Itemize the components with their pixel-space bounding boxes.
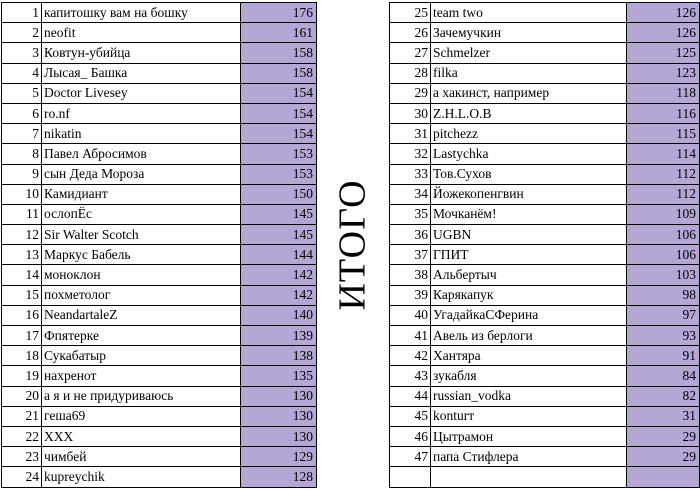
score-cell: 31 <box>627 406 700 426</box>
table-row <box>2 366 317 386</box>
rank-cell: 32 <box>390 144 431 164</box>
score-cell: 129 <box>241 447 317 467</box>
table-row <box>2 406 317 426</box>
table-row <box>2 184 317 204</box>
rank-cell: 31 <box>390 124 431 144</box>
rank-cell: 15 <box>2 285 42 305</box>
score-cell: 126 <box>627 3 700 23</box>
table-row <box>2 346 317 366</box>
team-name-cell: pitchezz <box>431 124 627 144</box>
rank-cell: 23 <box>2 447 42 467</box>
rank-cell: 39 <box>390 285 431 305</box>
rank-cell: 3 <box>2 43 42 63</box>
standings-table-right <box>389 2 700 488</box>
score-cell: 142 <box>241 285 317 305</box>
rank-cell: 17 <box>2 326 42 346</box>
score-cell: 29 <box>627 426 700 446</box>
team-name-cell: а я и не придуриваюсь <box>42 386 241 406</box>
table-row <box>390 23 700 43</box>
score-cell: 139 <box>241 326 317 346</box>
team-name-cell: Зачемучкин <box>431 23 627 43</box>
rank-cell: 28 <box>390 63 431 83</box>
table-row <box>390 43 700 63</box>
team-name-cell: Schmelzer <box>431 43 627 63</box>
team-name-cell: Хантяра <box>431 346 627 366</box>
rank-cell: 6 <box>2 103 42 123</box>
rank-cell: 10 <box>2 184 42 204</box>
team-name-cell: Цытрамон <box>431 426 627 446</box>
rank-cell: 44 <box>390 386 431 406</box>
team-name-cell: Lastychka <box>431 144 627 164</box>
team-name-cell: Z.H.L.O.B <box>431 103 627 123</box>
team-name-cell: neofit <box>42 23 241 43</box>
score-cell: 144 <box>241 245 317 265</box>
team-name-cell: ГПИТ <box>431 245 627 265</box>
rank-cell: 41 <box>390 326 431 346</box>
rank-cell: 18 <box>2 346 42 366</box>
score-cell: 154 <box>241 103 317 123</box>
table-row <box>2 63 317 83</box>
table-row <box>390 366 700 386</box>
standings-table-left <box>1 2 317 488</box>
team-name-cell: filka <box>431 63 627 83</box>
team-name-cell: а хакинст, например <box>431 83 627 103</box>
team-name-cell: УгадайкаСФерина <box>431 305 627 325</box>
rank-cell: 13 <box>2 245 42 265</box>
team-name-cell: зукабля <box>431 366 627 386</box>
table-row <box>390 326 700 346</box>
table-row <box>2 124 317 144</box>
score-cell: 176 <box>241 3 317 23</box>
rank-cell: 21 <box>2 406 42 426</box>
score-cell: 116 <box>627 103 700 123</box>
table-row <box>2 245 317 265</box>
table-row <box>2 204 317 224</box>
table-row <box>2 103 317 123</box>
score-cell: 158 <box>241 43 317 63</box>
table-row <box>2 447 317 467</box>
score-cell: 93 <box>627 326 700 346</box>
rank-cell: 37 <box>390 245 431 265</box>
rank-cell: 45 <box>390 406 431 426</box>
rank-cell: 5 <box>2 83 42 103</box>
rank-cell: 11 <box>2 204 42 224</box>
rank-cell: 25 <box>390 3 431 23</box>
page-title: ИТОГО <box>332 179 374 311</box>
team-name-cell <box>431 467 627 487</box>
rank-cell: 26 <box>390 23 431 43</box>
table-row <box>390 467 700 487</box>
table-row <box>390 265 700 285</box>
score-cell: 112 <box>627 184 700 204</box>
team-name-cell: Павел Абросимов <box>42 144 241 164</box>
team-name-cell: сын Деда Мороза <box>42 164 241 184</box>
rank-cell: 2 <box>2 23 42 43</box>
team-name-cell: чимбей <box>42 447 241 467</box>
score-cell: 161 <box>241 23 317 43</box>
rank-cell: 4 <box>2 63 42 83</box>
team-name-cell: UGBN <box>431 225 627 245</box>
rank-cell: 30 <box>390 103 431 123</box>
rank-cell: 22 <box>2 426 42 446</box>
score-cell: 140 <box>241 305 317 325</box>
table-row <box>2 3 317 23</box>
rank-cell: 34 <box>390 184 431 204</box>
table-row <box>390 184 700 204</box>
table-row <box>390 406 700 426</box>
team-name-cell: NeandartaleZ <box>42 305 241 325</box>
rank-cell: 43 <box>390 366 431 386</box>
score-cell: 125 <box>627 43 700 63</box>
score-cell: 130 <box>241 426 317 446</box>
rank-cell: 12 <box>2 225 42 245</box>
team-name-cell: Sir Walter Scotch <box>42 225 241 245</box>
rank-cell: 47 <box>390 447 431 467</box>
score-cell: 106 <box>627 245 700 265</box>
team-name-cell: Мочканём! <box>431 204 627 224</box>
team-name-cell: ro.nf <box>42 103 241 123</box>
team-name-cell: Карякапук <box>431 285 627 305</box>
rank-cell: 35 <box>390 204 431 224</box>
team-name-cell: Doctor Livesey <box>42 83 241 103</box>
team-name-cell: Лысая_ Башка <box>42 63 241 83</box>
title-band <box>318 0 388 490</box>
table-row <box>2 467 317 487</box>
rank-cell: 33 <box>390 164 431 184</box>
standings-right-body <box>390 3 700 488</box>
table-row <box>390 225 700 245</box>
rank-cell: 38 <box>390 265 431 285</box>
team-name-cell: russian_vodka <box>431 386 627 406</box>
table-row <box>390 144 700 164</box>
score-cell: 128 <box>241 467 317 487</box>
score-cell: 153 <box>241 164 317 184</box>
table-row <box>390 103 700 123</box>
table-row <box>390 426 700 446</box>
table-row <box>2 386 317 406</box>
table-row <box>2 285 317 305</box>
table-row <box>2 83 317 103</box>
rank-cell: 19 <box>2 366 42 386</box>
score-cell: 114 <box>627 144 700 164</box>
team-name-cell: Сукабатыр <box>42 346 241 366</box>
table-row <box>2 305 317 325</box>
score-cell: 98 <box>627 285 700 305</box>
rank-cell: 7 <box>2 124 42 144</box>
team-name-cell: team two <box>431 3 627 23</box>
rank-cell: 8 <box>2 144 42 164</box>
score-cell: 123 <box>627 63 700 83</box>
score-cell: 138 <box>241 346 317 366</box>
rank-cell: 27 <box>390 43 431 63</box>
score-cell: 112 <box>627 164 700 184</box>
table-row <box>2 43 317 63</box>
table-row <box>390 204 700 224</box>
score-cell: 29 <box>627 447 700 467</box>
score-cell: 82 <box>627 386 700 406</box>
team-name-cell: ослопЁс <box>42 204 241 224</box>
table-row <box>390 346 700 366</box>
score-cell: 145 <box>241 204 317 224</box>
score-cell: 154 <box>241 83 317 103</box>
team-name-cell: похметолог <box>42 285 241 305</box>
score-cell: 142 <box>241 265 317 285</box>
team-name-cell: Ковтун-убийца <box>42 43 241 63</box>
team-name-cell: Маркус Бабель <box>42 245 241 265</box>
rank-cell: 14 <box>2 265 42 285</box>
table-row <box>390 245 700 265</box>
table-row <box>2 326 317 346</box>
rank-cell: 16 <box>2 305 42 325</box>
table-row <box>2 426 317 446</box>
table-row <box>390 124 700 144</box>
table-row <box>2 144 317 164</box>
team-name-cell: папа Стифлера <box>431 447 627 467</box>
score-cell: 154 <box>241 124 317 144</box>
table-row <box>390 63 700 83</box>
score-cell: 130 <box>241 406 317 426</box>
rank-cell: 20 <box>2 386 42 406</box>
score-cell: 115 <box>627 124 700 144</box>
team-name-cell: Авель из берлоги <box>431 326 627 346</box>
team-name-cell: геша69 <box>42 406 241 426</box>
score-cell: 126 <box>627 23 700 43</box>
score-cell: 103 <box>627 265 700 285</box>
score-cell: 130 <box>241 386 317 406</box>
team-name-cell: nikatin <box>42 124 241 144</box>
rank-cell: 42 <box>390 346 431 366</box>
rank-cell: 36 <box>390 225 431 245</box>
score-cell <box>627 467 700 487</box>
score-cell: 135 <box>241 366 317 386</box>
rank-cell: 24 <box>2 467 42 487</box>
table-row <box>390 386 700 406</box>
table-row <box>390 3 700 23</box>
score-cell: 97 <box>627 305 700 325</box>
table-row <box>2 164 317 184</box>
team-name-cell: Тов.Сухов <box>431 164 627 184</box>
standings-left-body <box>2 3 317 488</box>
rank-cell: 1 <box>2 3 42 23</box>
team-name-cell: kupreychik <box>42 467 241 487</box>
team-name-cell: XXX <box>42 426 241 446</box>
score-cell: 153 <box>241 144 317 164</box>
table-row <box>390 83 700 103</box>
team-name-cell: Альбертыч <box>431 265 627 285</box>
table-row <box>390 447 700 467</box>
team-name-cell: капитошку вам на бошку <box>42 3 241 23</box>
rank-cell: 40 <box>390 305 431 325</box>
table-row <box>2 265 317 285</box>
team-name-cell: Йожекопенгвин <box>431 184 627 204</box>
table-row <box>390 164 700 184</box>
team-name-cell: Фпятерке <box>42 326 241 346</box>
score-cell: 158 <box>241 63 317 83</box>
table-row <box>390 305 700 325</box>
score-cell: 109 <box>627 204 700 224</box>
table-row <box>2 225 317 245</box>
score-cell: 84 <box>627 366 700 386</box>
table-row <box>2 23 317 43</box>
team-name-cell: Камидиант <box>42 184 241 204</box>
team-name-cell: нахренот <box>42 366 241 386</box>
score-cell: 106 <box>627 225 700 245</box>
score-cell: 118 <box>627 83 700 103</box>
rank-cell: 9 <box>2 164 42 184</box>
rank-cell <box>390 467 431 487</box>
score-cell: 91 <box>627 346 700 366</box>
rank-cell: 46 <box>390 426 431 446</box>
table-row <box>390 285 700 305</box>
score-cell: 150 <box>241 184 317 204</box>
rank-cell: 29 <box>390 83 431 103</box>
team-name-cell: моноклон <box>42 265 241 285</box>
team-name-cell: konturт <box>431 406 627 426</box>
score-cell: 145 <box>241 225 317 245</box>
